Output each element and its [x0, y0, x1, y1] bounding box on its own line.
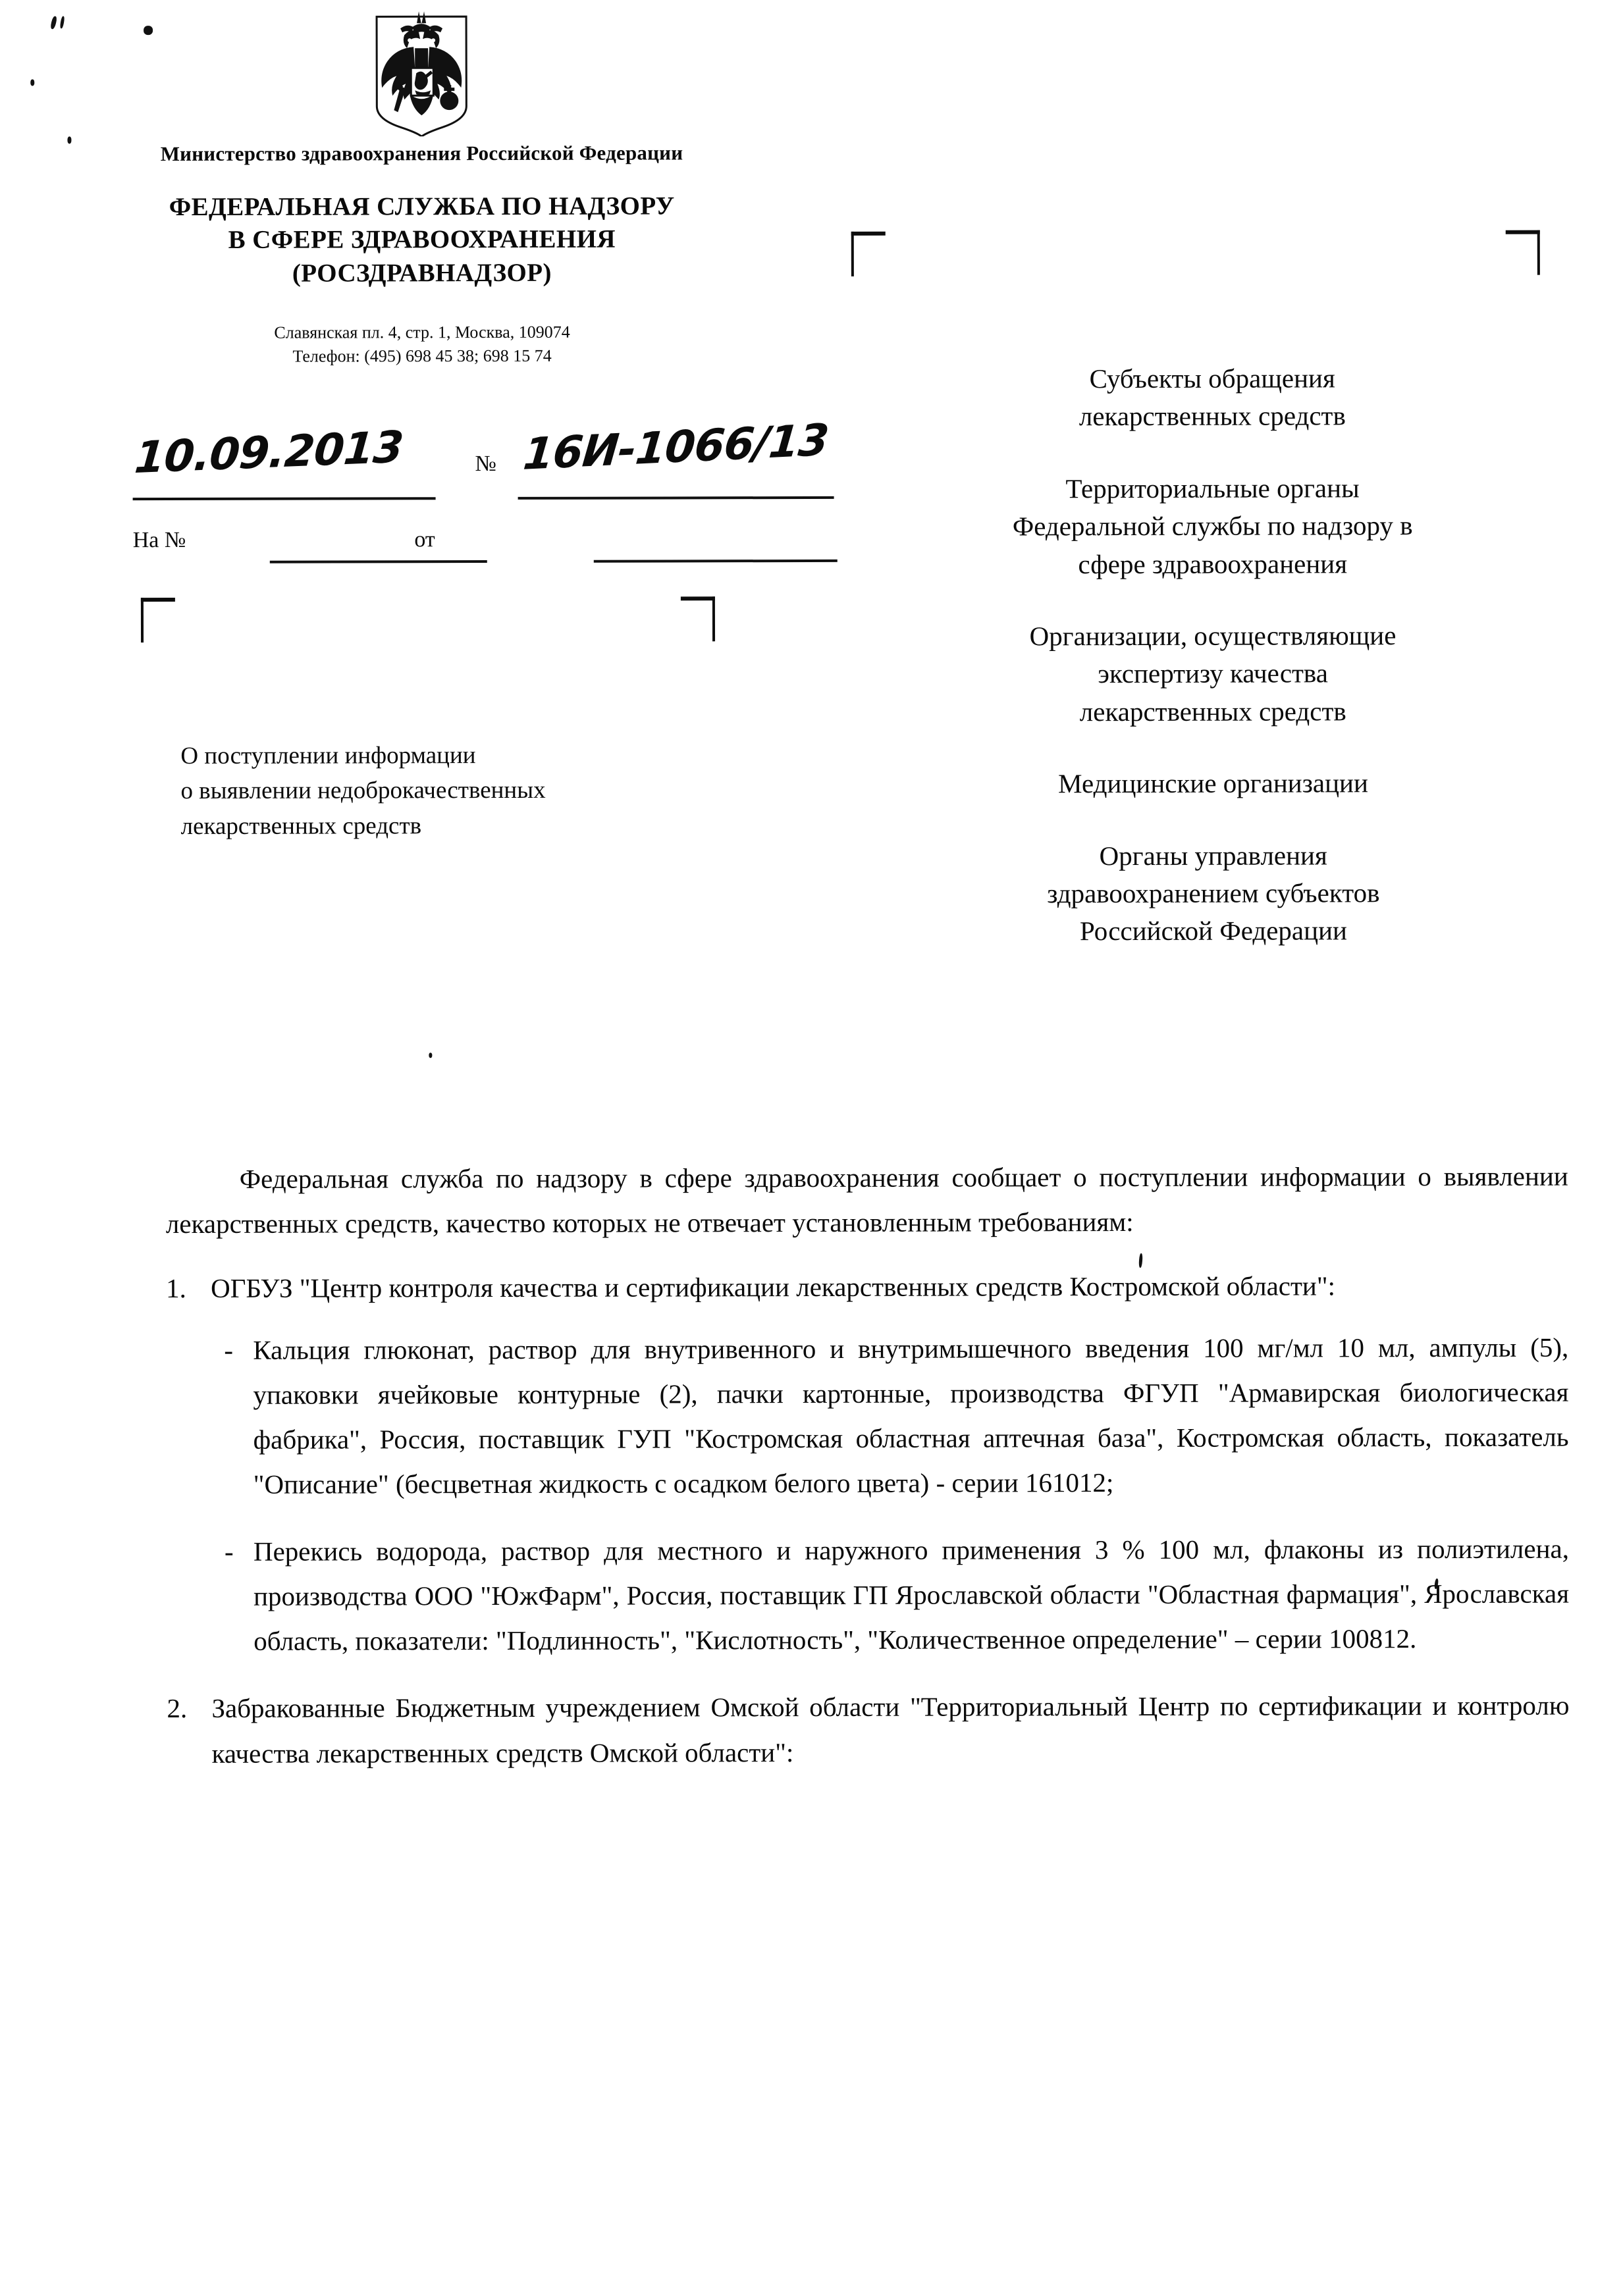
item-heading: Забракованные Бюджетным учреждением Омской области "Территориальный Центр по сертификации и контролю качества лекарственных средств Омской области": [211, 1690, 1570, 1769]
intro-paragraph: Федеральная служба по надзору в сфере здравоохранения сообщает о поступлении информации о выявлении лекарственных средств, качество которых не отвечает установленным требованиям: [165, 1161, 1568, 1239]
drug-description: Перекись водорода, раствор для местного и наружного применения 3 % 100 мл, флаконы из полиэтилена, производства ООО "ЮжФарм", Россия, поставщик ГП Ярославской области "Областная фармация", Ярославская область, показатели: "Подлинность", "Кислотность", "Количественное определение" – серии 100812. [253, 1533, 1570, 1657]
addressee-group: Территориальные органы Федеральной службы по надзору в сфере здравоохранения [1012, 473, 1413, 579]
scan-artifact [429, 1053, 432, 1058]
document-body [166, 1154, 1570, 1790]
item-marker: 2. [167, 1693, 188, 1724]
drug-list [166, 1325, 1569, 1664]
outgoing-date-handwritten: 10.09.2013 [132, 421, 406, 484]
reply-to-rule [270, 560, 487, 563]
drug-description: Кальция глюконат, раствор для внутривенного и внутримышечного введения 100 мг/мл 10 мл, ампулы (5), упаковки ячейковые контурные (2), пачки картонные, производства ФГУП "Армавирская биологическая фабрика", Россия, поставщик ГУП "Костромская областная аптечная база", Костромская область, показатель "Описание" (бесцветная жидкость с осадком белого цвета) - серии 161012; [253, 1332, 1569, 1500]
outgoing-number-handwritten: 16И-1066/13 [521, 414, 831, 480]
number-rule [518, 496, 834, 500]
reply-date-rule [594, 560, 838, 563]
russian-federation-coat-of-arms-icon [363, 7, 479, 136]
addressee-bracket-top-right [1506, 230, 1540, 275]
list-item [166, 1325, 1569, 1507]
addressee-group: Организации, осуществляющие экспертизу качества лекарственных средств [1029, 620, 1397, 727]
item-marker: 1. [166, 1273, 186, 1304]
list-item [167, 1526, 1569, 1664]
scan-artifact [50, 16, 58, 30]
agency-address: Славянская пл. 4, стр. 1, Москва, 109074 Телефон: (495) 698 45 38; 698 15 74 [274, 322, 570, 366]
reference-line [132, 414, 831, 511]
subject-bracket-top-right [681, 596, 715, 641]
agency-title: ФЕДЕРАЛЬНАЯ СЛУЖБА ПО НАДЗОРУ В СФЕРЕ ЗДРАВООХРАНЕНИЯ (РОСЗДРАВНАДЗОР) [169, 192, 675, 288]
number-symbol: № [475, 452, 496, 477]
bullet-dash: - [224, 1536, 234, 1567]
addressee-group: Органы управления здравоохранением субъектов Российской Федерации [1047, 839, 1380, 947]
addressee-bracket-top-left [851, 232, 886, 276]
addressee-group: Субъекты обращения лекарственных средств [1078, 363, 1346, 432]
date-rule [133, 497, 436, 500]
scan-artifact [67, 136, 71, 144]
numbered-item [167, 1683, 1569, 1776]
bullet-dash: - [224, 1334, 233, 1366]
subject-line: О поступлении информации о выявлении недоброкачественных лекарственных средств [180, 742, 546, 840]
reply-reference-line [133, 527, 435, 553]
item-heading: ОГБУЗ "Центр контроля качества и сертификации лекарственных средств Костромской области": [211, 1270, 1336, 1304]
reply-date-label: от [414, 527, 435, 552]
letterhead [79, 7, 764, 369]
numbered-item [166, 1263, 1568, 1311]
ministry-name: Министерство здравоохранения Российской Федерации [160, 141, 683, 166]
reply-to-label: На № [132, 527, 186, 553]
addressee-block [876, 359, 1549, 951]
subject-bracket-top-left [141, 598, 175, 642]
scan-artifact [30, 79, 34, 86]
addressee-group: Медицинские организации [1058, 768, 1368, 799]
scan-artifact [59, 16, 65, 29]
